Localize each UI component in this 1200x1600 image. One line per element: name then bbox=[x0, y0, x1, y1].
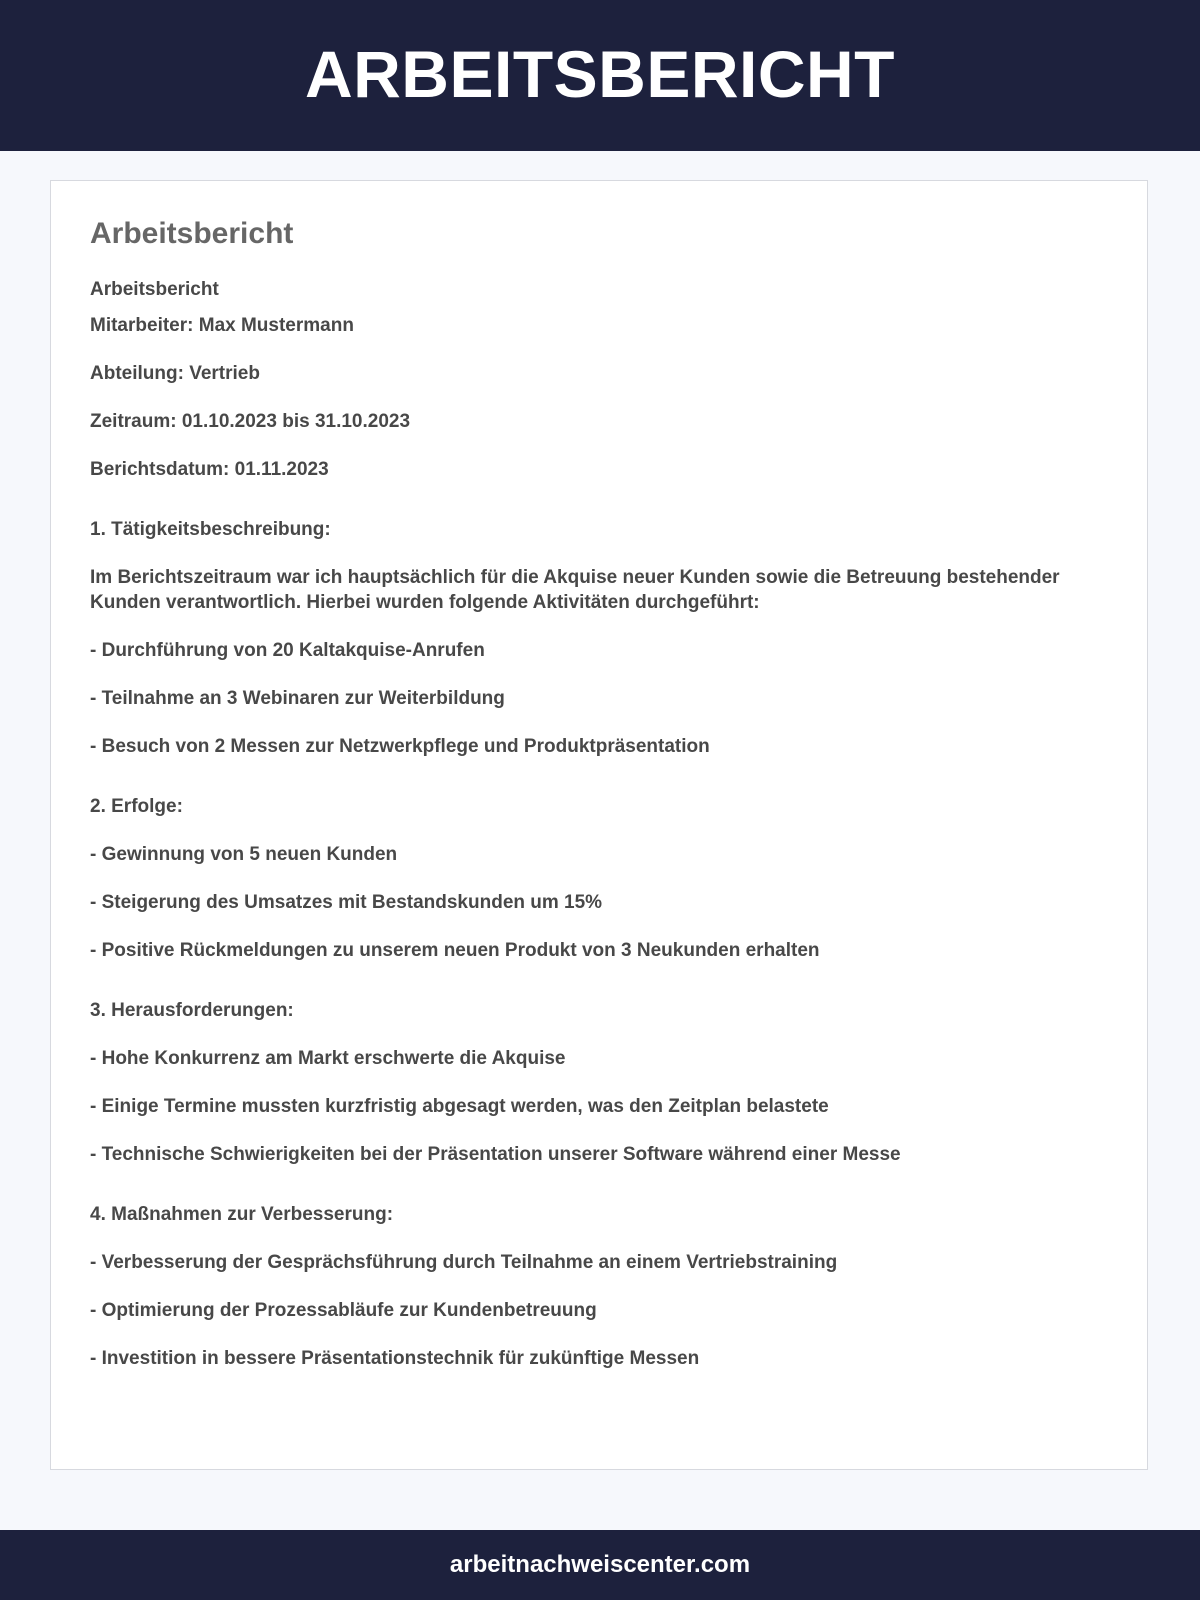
list-item: - Investition in bessere Präsentationstechnik für zukünftige Messen bbox=[90, 1348, 700, 1369]
list-item: - Hohe Konkurrenz am Markt erschwerte die Akquise bbox=[90, 1048, 566, 1069]
list-item: - Einige Termine mussten kurzfristig abgesagt werden, was den Zeitplan belastete bbox=[90, 1096, 829, 1117]
footer-site-name: arbeitnachweiscenter.com bbox=[449, 1551, 751, 1578]
department-line: Abteilung: Vertrieb bbox=[90, 363, 260, 384]
list-item: - Besuch von 2 Messen zur Netzwerkpflege und Produktpräsentation bbox=[90, 736, 710, 757]
list-item: - Optimierung der Prozessabläufe zur Kundenbetreuung bbox=[90, 1300, 597, 1321]
list-item: - Steigerung des Umsatzes mit Bestandskunden um 15% bbox=[90, 892, 603, 913]
report-date-line: Berichtsdatum: 01.11.2023 bbox=[90, 459, 329, 480]
employee-line: Mitarbeiter: Max Mustermann bbox=[90, 315, 354, 336]
list-item: - Positive Rückmeldungen zu unserem neuen Produkt von 3 Neukunden erhalten bbox=[90, 940, 820, 961]
section-title: 3. Herausforderungen: bbox=[90, 1000, 294, 1021]
document-heading: Arbeitsbericht bbox=[90, 217, 294, 250]
report-body bbox=[90, 277, 1090, 1371]
report-card bbox=[50, 180, 1148, 1470]
top-banner bbox=[0, 0, 1200, 151]
report-subtitle: Arbeitsbericht bbox=[90, 279, 219, 300]
list-item: - Teilnahme an 3 Webinaren zur Weiterbildung bbox=[90, 688, 505, 709]
section-title: 1. Tätigkeitsbeschreibung: bbox=[90, 519, 331, 540]
footer-banner bbox=[0, 1530, 1200, 1600]
section-title: 4. Maßnahmen zur Verbesserung: bbox=[90, 1204, 394, 1225]
section-intro: Im Berichtszeitraum war ich hauptsächlich für die Akquise neuer Kunden sowie die Betreuung bestehender Kunden verantwortlich. Hierbei wurden folgende Aktivitäten durchgeführt: bbox=[90, 567, 1060, 613]
period-line: Zeitraum: 01.10.2023 bis 31.10.2023 bbox=[90, 411, 411, 432]
list-item: - Technische Schwierigkeiten bei der Präsentation unserer Software während einer Messe bbox=[90, 1144, 901, 1165]
banner-title: ARBEITSBERICHT bbox=[304, 36, 895, 111]
list-item: - Durchführung von 20 Kaltakquise-Anrufen bbox=[90, 640, 485, 661]
section-title: 2. Erfolge: bbox=[90, 796, 183, 817]
list-item: - Verbesserung der Gesprächsführung durch Teilnahme an einem Vertriebstraining bbox=[90, 1252, 838, 1273]
list-item: - Gewinnung von 5 neuen Kunden bbox=[90, 844, 398, 865]
